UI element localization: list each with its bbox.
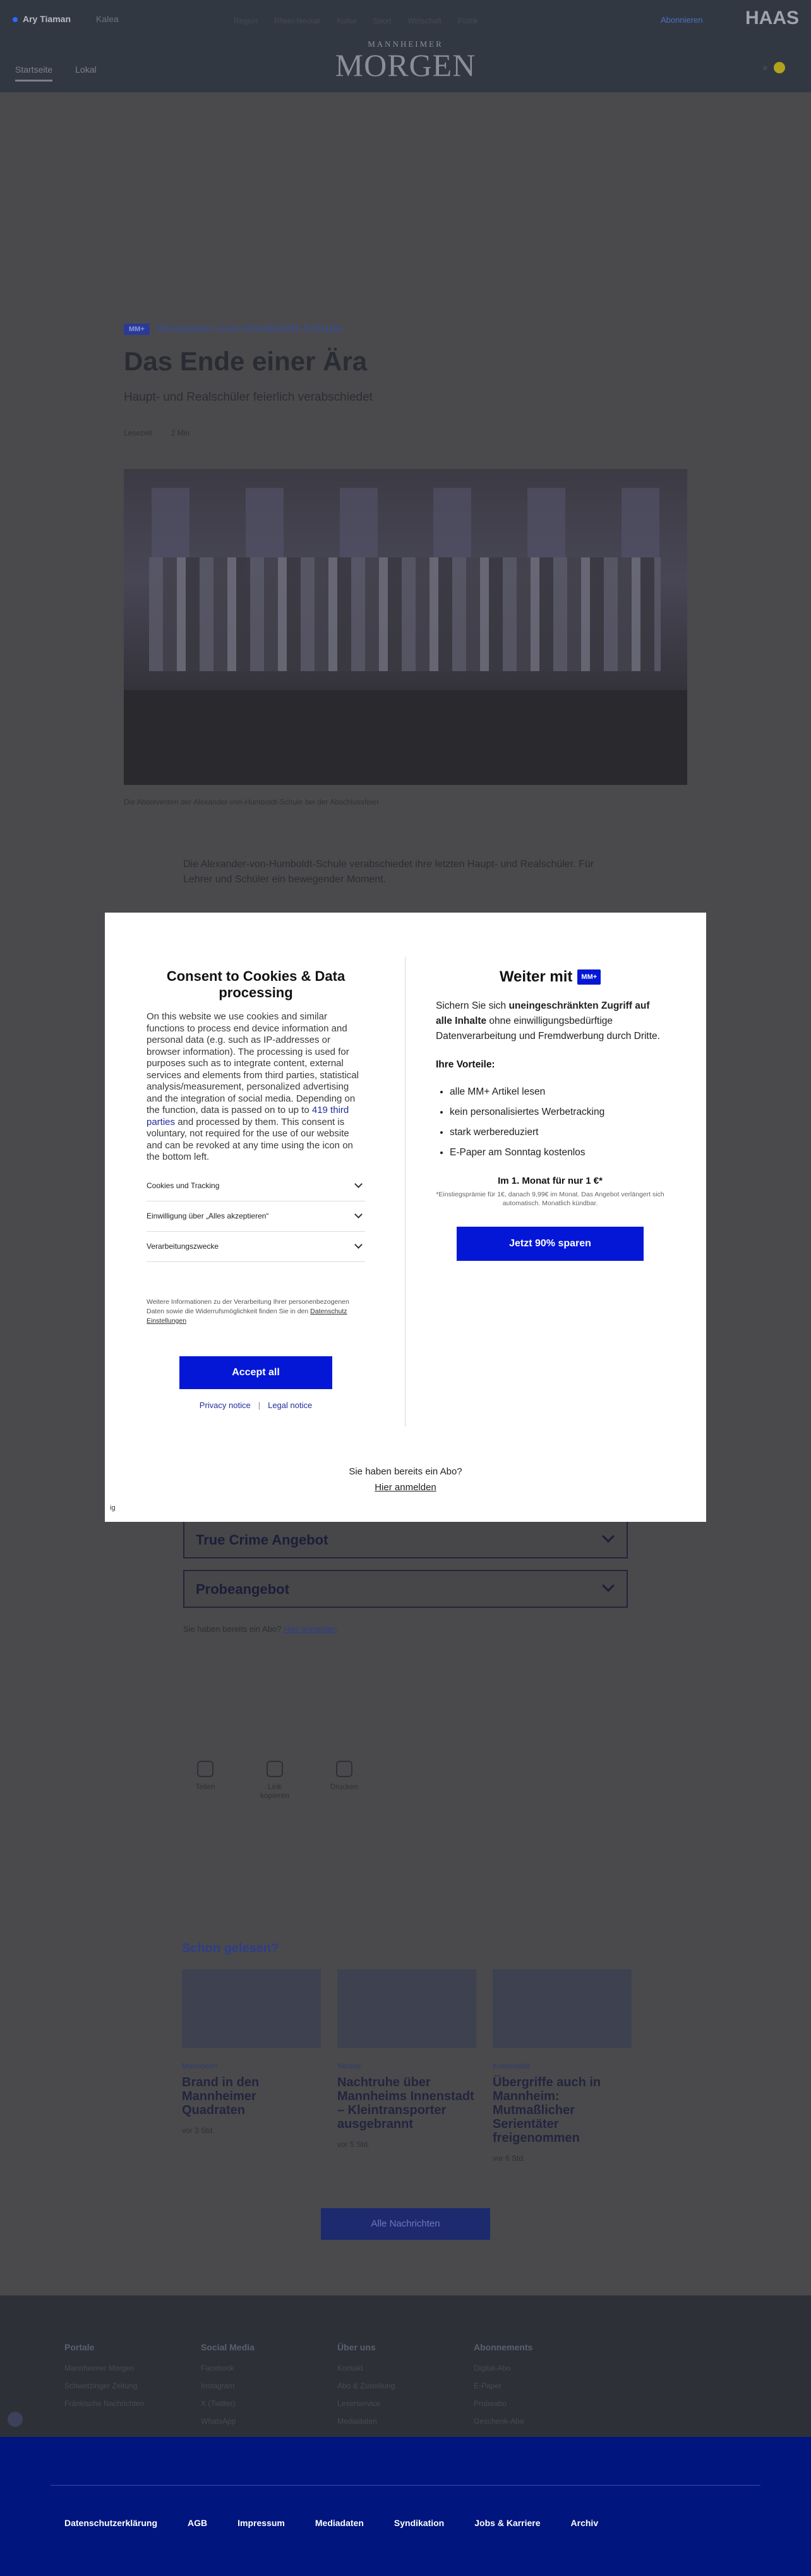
footer-column xyxy=(337,2342,457,2434)
header-link[interactable]: Sport xyxy=(373,16,392,25)
related-cards xyxy=(182,1969,632,2163)
footer-bottom-bar xyxy=(0,2437,811,2576)
photo-graduates xyxy=(149,557,661,671)
copy-link-button[interactable] xyxy=(253,1761,297,1800)
footer-link[interactable]: E-Paper xyxy=(474,2381,502,2390)
footer-column-title: Abonnements xyxy=(474,2342,533,2352)
footer-bottom-link[interactable]: Archiv xyxy=(570,2518,599,2528)
footer-column xyxy=(64,2342,184,2417)
advantage-item: • stark werbereduziert xyxy=(450,1122,664,1143)
footer-bottom-link[interactable]: Mediadaten xyxy=(315,2518,364,2528)
related-card-date: vor 5 Std. xyxy=(337,2140,370,2149)
subscription-pitch xyxy=(436,999,664,1044)
print-label: Drucken xyxy=(330,1782,359,1791)
subscription-title xyxy=(436,968,664,986)
fingerprint-icon[interactable] xyxy=(8,2412,23,2427)
meta-item: 2 Min xyxy=(171,428,190,437)
article-topic: Alexander-von-Humboldt-Schule xyxy=(155,322,343,336)
advantages-list xyxy=(436,1082,664,1163)
related-card[interactable] xyxy=(182,1969,321,2163)
footer-column-title: Über uns xyxy=(337,2342,376,2352)
footer-link[interactable]: Instagram xyxy=(201,2381,235,2390)
footer-divider xyxy=(51,2485,760,2486)
related-card-date: vor 3 Std. xyxy=(182,2126,215,2135)
offer-label: True Crime Angebot xyxy=(196,1532,328,1548)
link-icon xyxy=(267,1761,283,1777)
fine-print-text: Weitere Informationen zu der Verarbeitung Ihrer personenbezogenen Daten sowie die Widerrufsmöglichkeit finden Sie in den xyxy=(147,1297,349,1315)
consent-provider-label: ig xyxy=(110,1504,116,1512)
footer-bottom-links xyxy=(64,2518,598,2528)
subscribe-button[interactable]: Jetzt 90% sparen xyxy=(457,1227,644,1261)
site-header xyxy=(0,0,811,92)
pitch-suffix: ohne einwilligungsbedürftige Datenverarbeitung und Fremdwerbung durch Dritte. xyxy=(436,1016,660,1042)
footer-link[interactable]: Probeabo xyxy=(474,2399,507,2408)
print-button[interactable] xyxy=(322,1761,366,1800)
consent-text-start: On this website we use cookies and similar functions to process end device information and personal data (e.g. such as IP-addresses or browser information). The processing is used for purposes such as to integrate content, external services and elements from third parties, statistical analysis/measurement, personalized advertising and the integration of social media. Depending on the function, data is passed on to up to xyxy=(147,1011,359,1115)
footer-link[interactable]: Mediadaten xyxy=(337,2417,377,2426)
consent-text-end: and processed by them. This consent is voluntary, not required for the use of our website and can be revoked at any time using the icon on the bottom left. xyxy=(147,1116,353,1162)
site-logo[interactable] xyxy=(335,39,476,83)
footer-link[interactable]: Kontakt xyxy=(337,2364,363,2372)
section-processing-purposes[interactable] xyxy=(147,1232,365,1262)
article-headline: Das Ende einer Ära xyxy=(124,346,368,376)
share-button[interactable] xyxy=(183,1761,227,1800)
section-cookies-tracking[interactable] xyxy=(147,1171,365,1201)
logo-big-text: MORGEN xyxy=(335,47,476,83)
footer-bottom-link[interactable]: Syndikation xyxy=(393,2518,445,2528)
printer-icon xyxy=(336,1761,352,1777)
search-icon[interactable]: ⌕ xyxy=(763,63,768,72)
advantages-title: Ihre Vorteile: xyxy=(436,1059,495,1070)
logo-small-text: MANNHEIMER xyxy=(368,39,443,49)
article-header xyxy=(124,322,687,437)
offer-price-note: *Einstiegsprämie für 1€, danach 9,99€ im Monat. Das Angebot verlängert sich automatisch. Monatlich kündbar. xyxy=(436,1191,664,1207)
live-dot-icon xyxy=(13,17,18,22)
related-card-image xyxy=(337,1969,476,2048)
section-label: Einwilligung über „Alles akzeptieren“ xyxy=(147,1212,269,1220)
related-card-date: vor 6 Std. xyxy=(493,2154,526,2163)
site-footer xyxy=(0,2295,811,2437)
chevron-down-icon xyxy=(602,1579,615,1592)
tab-lokal[interactable]: Lokal xyxy=(75,64,97,75)
privacy-settings-link[interactable]: Datenschutz Einstellungen xyxy=(147,1307,347,1325)
privacy-notice-link[interactable]: Privacy notice xyxy=(199,1400,251,1410)
share-label: Teilen xyxy=(195,1782,215,1791)
consent-title: Consent to Cookies & Data processing xyxy=(166,968,345,1000)
offer-label: Probeangebot xyxy=(196,1581,289,1597)
related-card[interactable] xyxy=(337,1969,476,2163)
subscription-panel xyxy=(436,968,664,1261)
footer-link[interactable]: Digital-Abo xyxy=(474,2364,511,2372)
advantage-item: • E-Paper am Sonntag kostenlos xyxy=(450,1143,664,1163)
footer-link[interactable]: Geschenk-Abo xyxy=(474,2417,524,2426)
premium-badge: MM+ xyxy=(124,324,150,335)
share-bar xyxy=(183,1761,366,1800)
article-meta xyxy=(124,428,687,437)
footer-bottom-link[interactable]: AGB xyxy=(188,2518,208,2528)
link-separator: | xyxy=(258,1400,261,1410)
tab-startseite[interactable]: Startseite xyxy=(15,64,52,82)
related-card[interactable] xyxy=(493,1969,632,2163)
photo-caption: Die Absolventen der Alexander-von-Humboldt-Schule bei der Abschlussfeier xyxy=(124,798,380,806)
modal-divider xyxy=(405,957,406,1427)
related-card-title[interactable]: Übergriffe auch in Mannheim: Mutmaßlicher Serientäter freigenommen xyxy=(493,2075,601,2145)
related-card-category: Kriminalität xyxy=(493,2062,531,2070)
footer-link[interactable]: Fränkische Nachrichten xyxy=(64,2399,145,2408)
section-tabs xyxy=(15,64,97,82)
footer-link[interactable]: WhatsApp xyxy=(201,2417,236,2426)
subscription-title-text: Weiter mit xyxy=(499,968,573,985)
header-link[interactable]: Wirtschaft xyxy=(407,16,442,25)
footer-link[interactable]: Facebook xyxy=(201,2364,234,2372)
mm-plus-badge: MM+ xyxy=(577,969,601,985)
section-accept-all-consent[interactable] xyxy=(147,1201,365,1232)
weather-label[interactable]: Kalea xyxy=(96,14,119,24)
login-note-link[interactable]: Hier anmelden xyxy=(284,1624,337,1634)
footer-link[interactable]: Schwetzinger Zeitung xyxy=(64,2381,138,2390)
subscriber-question: Sie haben bereits ein Abo? xyxy=(349,1466,462,1477)
header-link[interactable]: Politik xyxy=(457,16,478,25)
related-card-category: Neckar xyxy=(337,2062,362,2070)
paywall-login-note xyxy=(183,1624,337,1634)
related-heading: Schon gelesen? xyxy=(182,1941,279,1955)
related-card-image xyxy=(493,1969,632,2048)
footer-link[interactable]: Mannheimer Morgen xyxy=(64,2364,135,2372)
consent-legal-links xyxy=(147,1400,365,1410)
offer-probeangebot[interactable] xyxy=(183,1570,628,1608)
existing-subscriber xyxy=(105,1466,706,1493)
footer-link[interactable]: X (Twitter) xyxy=(201,2399,236,2408)
pitch-prefix: Sichern Sie sich xyxy=(436,1000,509,1011)
more-news-button[interactable]: Alle Nachrichten xyxy=(321,2208,490,2240)
user-avatar-icon[interactable] xyxy=(774,62,785,73)
footer-column-title: Portale xyxy=(64,2342,95,2352)
section-label: Verarbeitungszwecke xyxy=(147,1242,219,1251)
chevron-down-icon xyxy=(602,1530,615,1543)
header-link[interactable]: Region xyxy=(234,16,258,25)
photo-floor xyxy=(124,690,687,785)
article-photo xyxy=(124,469,687,785)
header-link[interactable]: Kultur xyxy=(337,16,357,25)
partner-logo[interactable]: HAAS xyxy=(745,8,800,28)
consent-description xyxy=(147,1011,365,1163)
advantage-item: • kein personalisiertes Werbetracking xyxy=(450,1102,664,1122)
section-label: Cookies und Tracking xyxy=(147,1181,220,1190)
footer-bottom-link[interactable]: Datenschutzerklärung xyxy=(64,2518,158,2528)
related-card-title[interactable]: Brand in den Mannheimer Quadraten xyxy=(182,2075,260,2117)
article-kicker xyxy=(124,322,687,336)
login-note-text: Sie haben bereits ein Abo? xyxy=(183,1624,282,1634)
meta-item: Lesezeit xyxy=(124,428,152,437)
footer-link[interactable]: Leserservice xyxy=(337,2399,381,2408)
footer-column-title: Social Media xyxy=(201,2342,255,2352)
consent-modal xyxy=(105,913,706,1522)
pitch-bold: uneingeschränkten Zugriff auf alle Inhalte xyxy=(436,1000,650,1026)
legal-notice-link[interactable]: Legal notice xyxy=(268,1400,313,1410)
header-utility-row xyxy=(13,14,119,24)
advantage-item: • alle MM+ Artikel lesen xyxy=(450,1082,664,1102)
footer-column xyxy=(474,2342,594,2434)
chevron-down-icon xyxy=(354,1180,363,1188)
abo-link[interactable]: Abonnieren xyxy=(661,15,703,25)
third-parties-link[interactable]: 419 third parties xyxy=(147,1105,349,1127)
footer-link[interactable]: Abo & Zustellung xyxy=(337,2381,395,2390)
related-card-image xyxy=(182,1969,321,2048)
offer-price: Im 1. Monat für nur 1 €* xyxy=(498,1176,603,1186)
header-links xyxy=(234,16,478,25)
copy-link-label: Link kopieren xyxy=(260,1782,290,1800)
accept-all-button[interactable]: Accept all xyxy=(179,1356,332,1389)
chevron-down-icon xyxy=(354,1241,363,1249)
footer-bottom-link[interactable]: Jobs & Karriere xyxy=(474,2518,541,2528)
consent-fine-print xyxy=(147,1297,365,1326)
live-indicator[interactable] xyxy=(13,14,71,24)
user-area[interactable] xyxy=(763,62,785,73)
live-label: Ary Tiaman xyxy=(23,14,71,24)
consent-panel xyxy=(147,968,365,1410)
article-teaser: Die Alexander-von-Humboldt-Schule verabschiedet ihre letzten Haupt- und Realschüler. Für Lehrer und Schüler ein bewegender Moment. xyxy=(183,859,594,885)
footer-column xyxy=(201,2342,321,2434)
related-card-title[interactable]: Nachtruhe über Mannheims Innenstadt – Kleintransporter ausgebrannt xyxy=(337,2075,474,2131)
offer-true-crime[interactable] xyxy=(183,1521,628,1558)
footer-bottom-link[interactable]: Impressum xyxy=(237,2518,285,2528)
consent-sections xyxy=(147,1171,365,1262)
article-subhead: Haupt- und Realschüler feierlich verabschiedet xyxy=(124,391,373,404)
related-card-category: Mannheim xyxy=(182,2062,218,2070)
login-link[interactable]: Hier anmelden xyxy=(375,1482,436,1493)
header-link[interactable]: Rhein-Neckar xyxy=(274,16,321,25)
share-icon xyxy=(197,1761,213,1777)
chevron-down-icon xyxy=(354,1210,363,1218)
